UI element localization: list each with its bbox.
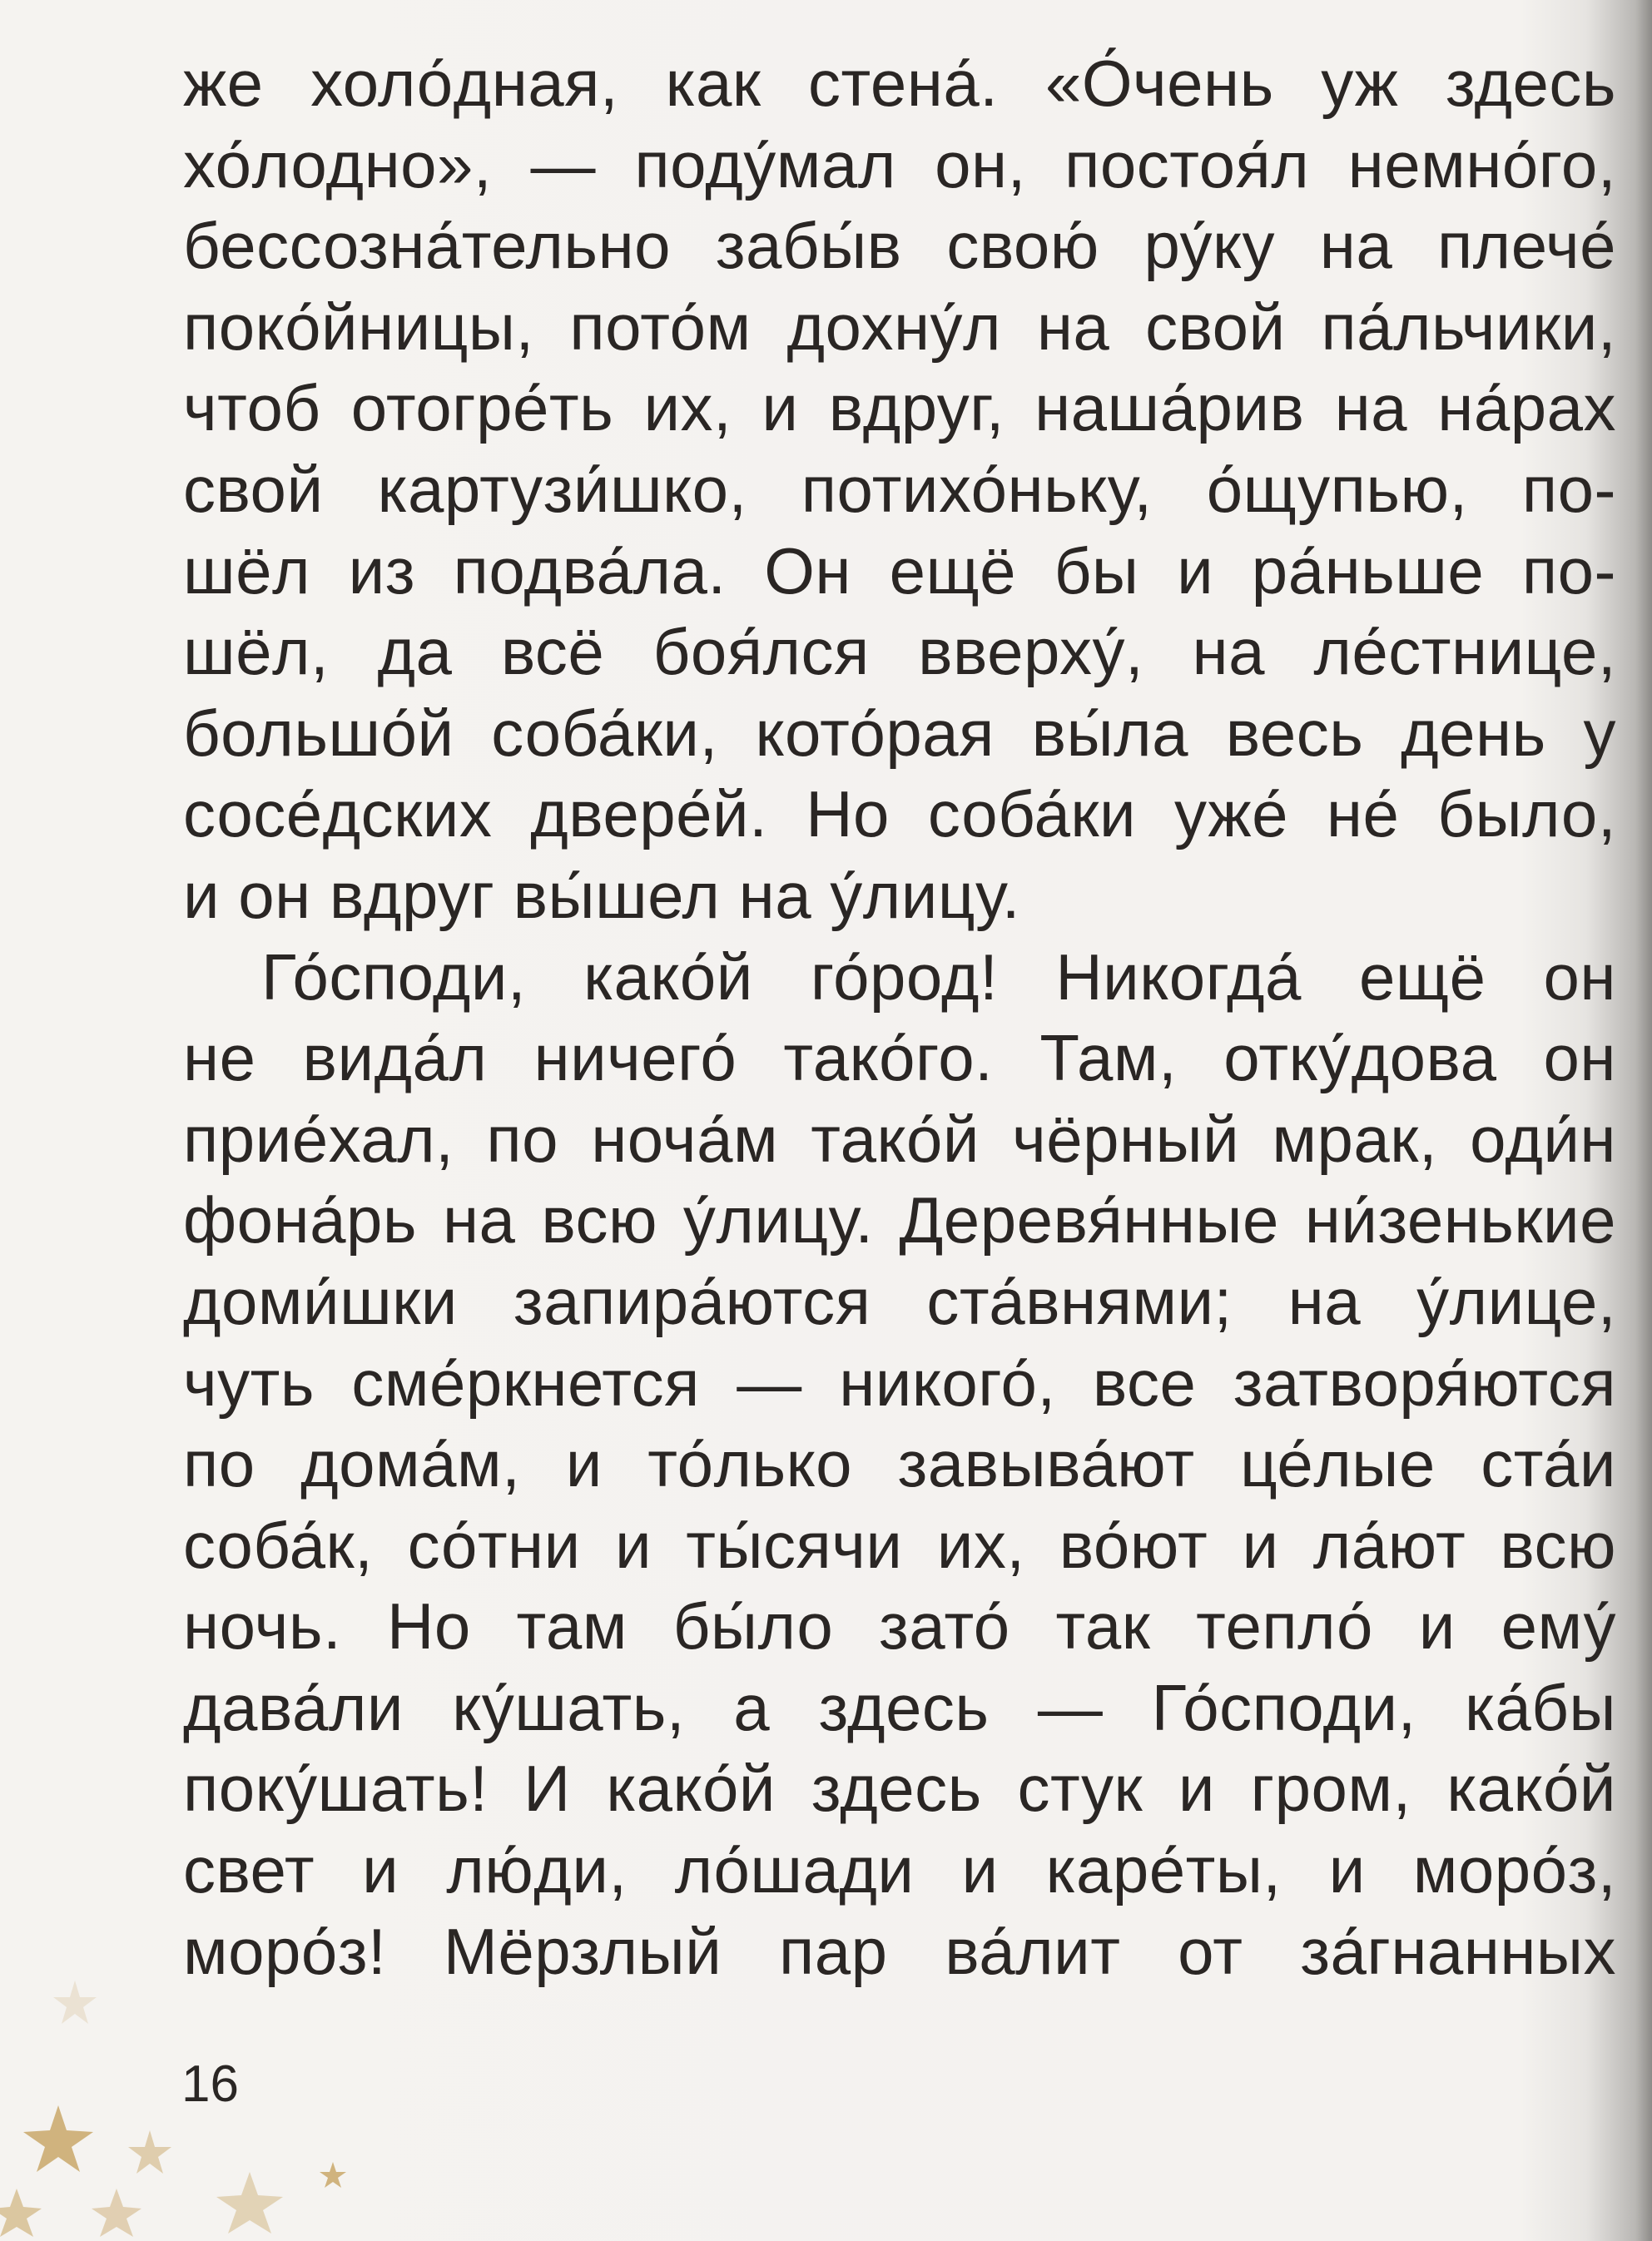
text-line: шёл из подва́ла. Он ещё бы и ра́ньше по- xyxy=(183,533,1616,607)
text-line: большо́й соба́ки, кото́рая вы́ла весь день у xyxy=(183,696,1616,770)
star-icon xyxy=(216,2172,283,2234)
star-icon xyxy=(92,2189,141,2237)
text-line: сосе́дских двере́й. Но соба́ки уже́ не́ было, xyxy=(183,777,1616,851)
star-icon xyxy=(320,2162,346,2188)
text-line: чуть сме́ркнется — никого́, все затворя́ются xyxy=(183,1346,1616,1420)
star-icon xyxy=(128,2130,171,2174)
text-line: соба́к, со́тни и ты́сячи их, во́ют и ла́ют всю xyxy=(183,1508,1616,1582)
decorative-stars-icon xyxy=(0,1972,383,2241)
text-line: же холо́дная, как стена́. «О́чень уж здесь xyxy=(183,47,1616,120)
star-icon xyxy=(53,1981,97,2024)
text-line: свой картузи́шко, потихо́ньку, о́щупью, по- xyxy=(183,452,1616,526)
page-number: 16 xyxy=(181,2055,239,2113)
text-line: прие́хал, по ноча́м тако́й чёрный мрак, оди́н xyxy=(183,1102,1616,1176)
text-line: дава́ли ку́шать, а здесь — Го́споди, ка́бы xyxy=(183,1670,1616,1744)
text-line: поко́йницы, пото́м дохну́л на свой па́льчики, xyxy=(183,290,1616,364)
text-line: свет и лю́ди, ло́шади и каре́ты, и моро́з, xyxy=(183,1833,1616,1907)
text-line: и он вдруг вы́шел на у́лицу. xyxy=(183,858,1020,932)
text-line: по дома́м, и то́лько завыва́ют це́лые ста́и xyxy=(183,1427,1616,1501)
text-line: бессозна́тельно забы́в свою́ ру́ку на плече́ xyxy=(183,209,1616,283)
text-line: хо́лодно», — поду́мал он, постоя́л немно́го, xyxy=(183,127,1616,201)
text-line: фона́рь на всю у́лицу. Деревя́нные ни́зенькие xyxy=(183,1183,1616,1257)
text-line: чтоб отогре́ть их, и вдруг, наша́рив на на́рах xyxy=(183,371,1616,445)
text-line: поку́шать! И како́й здесь стук и гром, како́й xyxy=(183,1752,1616,1826)
star-icon xyxy=(23,2105,93,2172)
text-line: моро́з! Мёрзлый пар ва́лит от за́гнанных xyxy=(183,1914,1616,1988)
text-line: Го́споди, како́й го́род! Никогда́ ещё он xyxy=(261,940,1616,1014)
body-text xyxy=(183,43,1616,1992)
star-icon xyxy=(0,2189,42,2237)
text-line: шёл, да всё боя́лся вверху́, на ле́стнице, xyxy=(183,615,1616,689)
text-line: ночь. Но там бы́ло зато́ так тепло́ и ему́ xyxy=(183,1589,1616,1663)
text-line: не вида́л ничего́ тако́го. Там, отку́дова он xyxy=(183,1021,1616,1095)
text-line: доми́шки запира́ются ста́внями; на у́лице, xyxy=(183,1264,1616,1338)
